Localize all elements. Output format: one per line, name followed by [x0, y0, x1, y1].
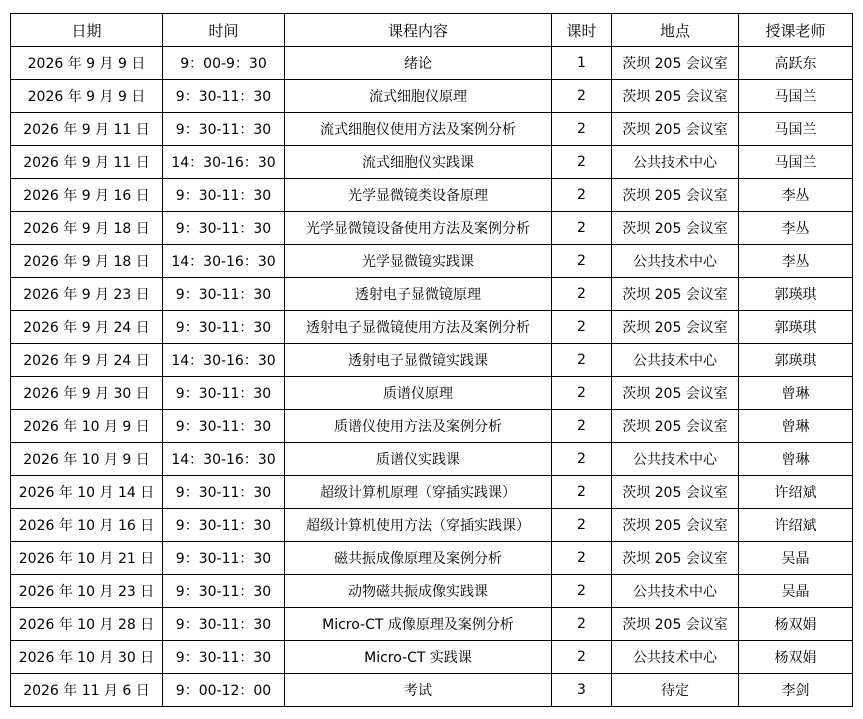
- hours-cell: 2: [552, 146, 612, 179]
- location-cell: 公共技术中心: [612, 575, 739, 608]
- hours-cell: 2: [552, 476, 612, 509]
- hours-cell: 2: [552, 608, 612, 641]
- time-cell: 9：30-11：30: [163, 509, 285, 542]
- course-content-cell: 磁共振成像原理及案例分析: [285, 542, 552, 575]
- hours-cell: 2: [552, 377, 612, 410]
- time-cell: 9：30-11：30: [163, 278, 285, 311]
- header-location: 地点: [612, 14, 739, 47]
- course-content-cell: Micro-CT 成像原理及案例分析: [285, 608, 552, 641]
- header-course-content: 课程内容: [285, 14, 552, 47]
- time-cell: 9：30-11：30: [163, 608, 285, 641]
- hours-cell: 2: [552, 80, 612, 113]
- course-content-cell: 考试: [285, 674, 552, 707]
- teacher-cell: 李丛: [739, 212, 853, 245]
- time-cell: 9：30-11：30: [163, 212, 285, 245]
- time-cell: 9：30-11：30: [163, 542, 285, 575]
- time-cell: 9：30-11：30: [163, 179, 285, 212]
- date-cell: 2026 年 9 月 9 日: [11, 80, 163, 113]
- location-cell: 茨坝 205 会议室: [612, 542, 739, 575]
- hours-cell: 2: [552, 575, 612, 608]
- location-cell: 公共技术中心: [612, 146, 739, 179]
- time-cell: 9：30-11：30: [163, 80, 285, 113]
- teacher-cell: 曾琳: [739, 443, 853, 476]
- location-cell: 茨坝 205 会议室: [612, 608, 739, 641]
- table-row: [11, 80, 853, 113]
- date-cell: 2026 年 9 月 11 日: [11, 146, 163, 179]
- date-cell: 2026 年 9 月 24 日: [11, 311, 163, 344]
- table-row: [11, 344, 853, 377]
- hours-cell: 1: [552, 47, 612, 80]
- time-cell: 9：00-12：00: [163, 674, 285, 707]
- hours-cell: 2: [552, 344, 612, 377]
- location-cell: 茨坝 205 会议室: [612, 179, 739, 212]
- date-cell: 2026 年 10 月 28 日: [11, 608, 163, 641]
- header-hours: 课时: [552, 14, 612, 47]
- location-cell: 茨坝 205 会议室: [612, 212, 739, 245]
- course-content-cell: 透射电子显微镜原理: [285, 278, 552, 311]
- date-cell: 2026 年 9 月 18 日: [11, 212, 163, 245]
- date-cell: 2026 年 9 月 24 日: [11, 344, 163, 377]
- time-cell: 9：30-11：30: [163, 575, 285, 608]
- time-cell: 14：30-16：30: [163, 146, 285, 179]
- teacher-cell: 许绍斌: [739, 509, 853, 542]
- header-time: 时间: [163, 14, 285, 47]
- time-cell: 9：30-11：30: [163, 410, 285, 443]
- course-content-cell: 超级计算机原理（穿插实践课）: [285, 476, 552, 509]
- table-row: [11, 47, 853, 80]
- table-row: [11, 113, 853, 146]
- teacher-cell: 马国兰: [739, 113, 853, 146]
- time-cell: 9：30-11：30: [163, 377, 285, 410]
- date-cell: 2026 年 9 月 18 日: [11, 245, 163, 278]
- table-row: [11, 311, 853, 344]
- table-row: [11, 575, 853, 608]
- course-content-cell: 光学显微镜设备使用方法及案例分析: [285, 212, 552, 245]
- location-cell: 公共技术中心: [612, 641, 739, 674]
- teacher-cell: 许绍斌: [739, 476, 853, 509]
- location-cell: 茨坝 205 会议室: [612, 410, 739, 443]
- course-content-cell: 质谱仪使用方法及案例分析: [285, 410, 552, 443]
- time-cell: 9：30-11：30: [163, 476, 285, 509]
- table-row: [11, 410, 853, 443]
- location-cell: 公共技术中心: [612, 344, 739, 377]
- teacher-cell: 曾琳: [739, 377, 853, 410]
- header-date: 日期: [11, 14, 163, 47]
- teacher-cell: 杨双娟: [739, 608, 853, 641]
- table-row: [11, 146, 853, 179]
- time-cell: 9：00-9：30: [163, 47, 285, 80]
- course-content-cell: 绪论: [285, 47, 552, 80]
- teacher-cell: 曾琳: [739, 410, 853, 443]
- location-cell: 公共技术中心: [612, 245, 739, 278]
- hours-cell: 2: [552, 212, 612, 245]
- teacher-cell: 杨双娟: [739, 641, 853, 674]
- teacher-cell: 马国兰: [739, 80, 853, 113]
- course-content-cell: 流式细胞仪原理: [285, 80, 552, 113]
- date-cell: 2026 年 10 月 21 日: [11, 542, 163, 575]
- hours-cell: 2: [552, 542, 612, 575]
- table-row: [11, 278, 853, 311]
- hours-cell: 3: [552, 674, 612, 707]
- course-content-cell: 透射电子显微镜使用方法及案例分析: [285, 311, 552, 344]
- date-cell: 2026 年 10 月 9 日: [11, 410, 163, 443]
- time-cell: 9：30-11：30: [163, 113, 285, 146]
- hours-cell: 2: [552, 311, 612, 344]
- location-cell: 茨坝 205 会议室: [612, 278, 739, 311]
- table-row: [11, 509, 853, 542]
- course-content-cell: 质谱仪原理: [285, 377, 552, 410]
- date-cell: 2026 年 10 月 16 日: [11, 509, 163, 542]
- table-row: [11, 476, 853, 509]
- location-cell: 茨坝 205 会议室: [612, 47, 739, 80]
- teacher-cell: 郭瑛琪: [739, 344, 853, 377]
- header-row: [11, 14, 853, 47]
- hours-cell: 2: [552, 245, 612, 278]
- course-content-cell: 流式细胞仪实践课: [285, 146, 552, 179]
- table-row: [11, 179, 853, 212]
- table-row: [11, 542, 853, 575]
- table-row: [11, 674, 853, 707]
- time-cell: 14：30-16：30: [163, 344, 285, 377]
- course-content-cell: 流式细胞仪使用方法及案例分析: [285, 113, 552, 146]
- date-cell: 2026 年 9 月 23 日: [11, 278, 163, 311]
- location-cell: 茨坝 205 会议室: [612, 476, 739, 509]
- course-content-cell: Micro-CT 实践课: [285, 641, 552, 674]
- time-cell: 14：30-16：30: [163, 245, 285, 278]
- course-content-cell: 超级计算机使用方法（穿插实践课）: [285, 509, 552, 542]
- location-cell: 茨坝 205 会议室: [612, 377, 739, 410]
- teacher-cell: 吴晶: [739, 575, 853, 608]
- course-content-cell: 动物磁共振成像实践课: [285, 575, 552, 608]
- hours-cell: 2: [552, 179, 612, 212]
- table-body: [11, 47, 853, 707]
- date-cell: 2026 年 10 月 23 日: [11, 575, 163, 608]
- course-content-cell: 光学显微镜类设备原理: [285, 179, 552, 212]
- course-content-cell: 透射电子显微镜实践课: [285, 344, 552, 377]
- hours-cell: 2: [552, 113, 612, 146]
- table-row: [11, 245, 853, 278]
- teacher-cell: 李丛: [739, 179, 853, 212]
- teacher-cell: 郭瑛琪: [739, 278, 853, 311]
- course-schedule-table: [10, 13, 853, 707]
- teacher-cell: 高跃东: [739, 47, 853, 80]
- table-row: [11, 212, 853, 245]
- date-cell: 2026 年 9 月 11 日: [11, 113, 163, 146]
- time-cell: 14：30-16：30: [163, 443, 285, 476]
- course-content-cell: 质谱仪实践课: [285, 443, 552, 476]
- location-cell: 茨坝 205 会议室: [612, 509, 739, 542]
- teacher-cell: 吴晶: [739, 542, 853, 575]
- date-cell: 2026 年 9 月 30 日: [11, 377, 163, 410]
- teacher-cell: 马国兰: [739, 146, 853, 179]
- teacher-cell: 李剑: [739, 674, 853, 707]
- teacher-cell: 郭瑛琪: [739, 311, 853, 344]
- date-cell: 2026 年 10 月 9 日: [11, 443, 163, 476]
- date-cell: 2026 年 9 月 9 日: [11, 47, 163, 80]
- table-row: [11, 443, 853, 476]
- location-cell: 茨坝 205 会议室: [612, 80, 739, 113]
- date-cell: 2026 年 10 月 30 日: [11, 641, 163, 674]
- time-cell: 9：30-11：30: [163, 311, 285, 344]
- table-row: [11, 641, 853, 674]
- teacher-cell: 李丛: [739, 245, 853, 278]
- location-cell: 待定: [612, 674, 739, 707]
- header-teacher: 授课老师: [739, 14, 853, 47]
- location-cell: 茨坝 205 会议室: [612, 113, 739, 146]
- table-row: [11, 608, 853, 641]
- hours-cell: 2: [552, 641, 612, 674]
- date-cell: 2026 年 9 月 16 日: [11, 179, 163, 212]
- course-content-cell: 光学显微镜实践课: [285, 245, 552, 278]
- date-cell: 2026 年 10 月 14 日: [11, 476, 163, 509]
- date-cell: 2026 年 11 月 6 日: [11, 674, 163, 707]
- hours-cell: 2: [552, 410, 612, 443]
- location-cell: 公共技术中心: [612, 443, 739, 476]
- hours-cell: 2: [552, 278, 612, 311]
- hours-cell: 2: [552, 443, 612, 476]
- table-header: [11, 14, 853, 47]
- table-row: [11, 377, 853, 410]
- time-cell: 9：30-11：30: [163, 641, 285, 674]
- location-cell: 茨坝 205 会议室: [612, 311, 739, 344]
- hours-cell: 2: [552, 509, 612, 542]
